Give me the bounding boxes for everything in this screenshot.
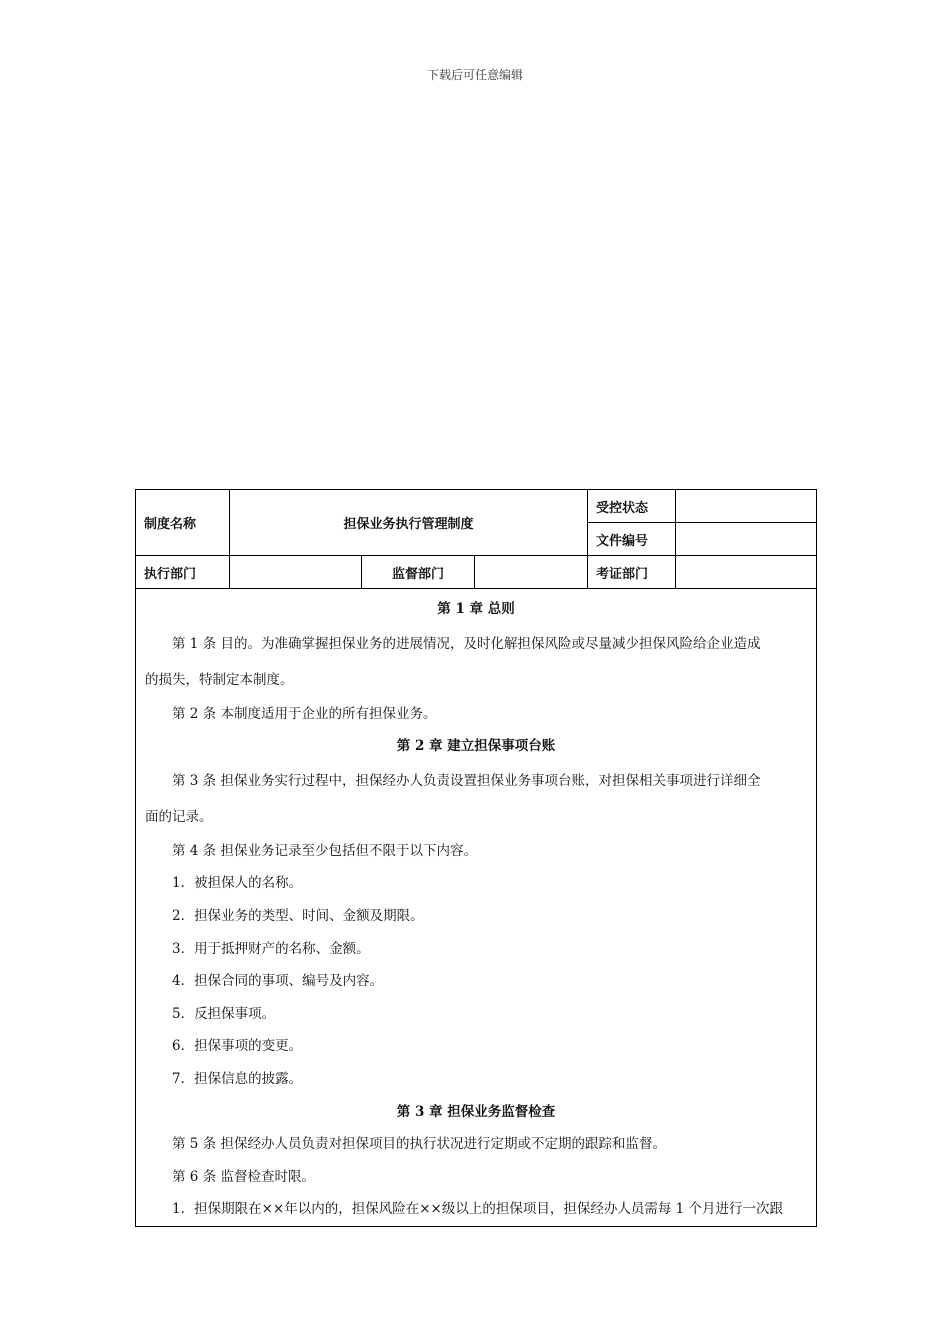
name-label: 制度名称 xyxy=(136,490,230,556)
supervise-dept-label: 监督部门 xyxy=(362,556,475,589)
chapter-2-heading: 第 2 章 建立担保事项台账 xyxy=(396,738,556,755)
article-4: 第 4 条 担保业务记录至少包括但不限于以下内容。 xyxy=(172,842,477,859)
article-2: 第 2 条 本制度适用于企业的所有担保业务。 xyxy=(172,705,437,722)
list-item: 2．担保业务的类型、时间、金额及期限。 xyxy=(172,907,424,924)
doc-number-label: 文件编号 xyxy=(588,523,676,556)
audit-dept-value xyxy=(676,556,817,589)
list-item: 7．担保信息的披露。 xyxy=(172,1070,303,1087)
article-1-line-2: 的损失，特制定本制度。 xyxy=(145,671,294,688)
article-3-line-2: 面的记录。 xyxy=(145,808,213,825)
article-3 xyxy=(145,763,807,835)
exec-dept-value xyxy=(230,556,362,589)
audit-dept-label: 考证部门 xyxy=(588,556,676,589)
article-3-line-1: 第 3 条 担保业务实行过程中，担保经办人负责设置担保业务事项台账，对担保相关事项进行详细全 xyxy=(172,772,761,789)
regulation-name: 担保业务执行管理制度 xyxy=(230,490,588,556)
article-6: 第 6 条 监督检查时限。 xyxy=(172,1168,315,1185)
article-1-line-1: 第 1 条 目的。为准确掌握担保业务的进展情况，及时化解担保风险或尽量减少担保风险给企业造成 xyxy=(172,635,761,652)
regulation-body xyxy=(136,589,816,1226)
status-value xyxy=(676,490,817,523)
list-item: 4．担保合同的事项、编号及内容。 xyxy=(172,973,384,990)
list-item: 1．被担保人的名称。 xyxy=(172,875,303,892)
regulation-form-table xyxy=(135,489,817,1227)
article-1 xyxy=(145,626,807,698)
regulation-body-cell xyxy=(136,589,817,1227)
chapter-3-heading: 第 3 章 担保业务监督检查 xyxy=(396,1103,556,1120)
list-item: 5．反担保事项。 xyxy=(172,1005,276,1022)
status-label: 受控状态 xyxy=(588,490,676,523)
list-item: 3．用于抵押财产的名称、金额。 xyxy=(172,940,370,957)
supervise-dept-value xyxy=(475,556,588,589)
exec-dept-label: 执行部门 xyxy=(136,556,230,589)
chapter-1-heading: 第 1 章 总则 xyxy=(437,601,515,617)
header-note: 下载后可任意编辑 xyxy=(426,68,523,82)
doc-number-value xyxy=(676,523,817,556)
article-6-item-1: 1．担保期限在××年以内的，担保风险在××级以上的担保项目，担保经办人员需每 1 个月进行一次跟 xyxy=(172,1201,784,1218)
list-item: 6．担保事项的变更。 xyxy=(172,1038,303,1055)
article-5: 第 5 条 担保经办人员负责对担保项目的执行状况进行定期或不定期的跟踪和监督。 xyxy=(172,1136,666,1153)
